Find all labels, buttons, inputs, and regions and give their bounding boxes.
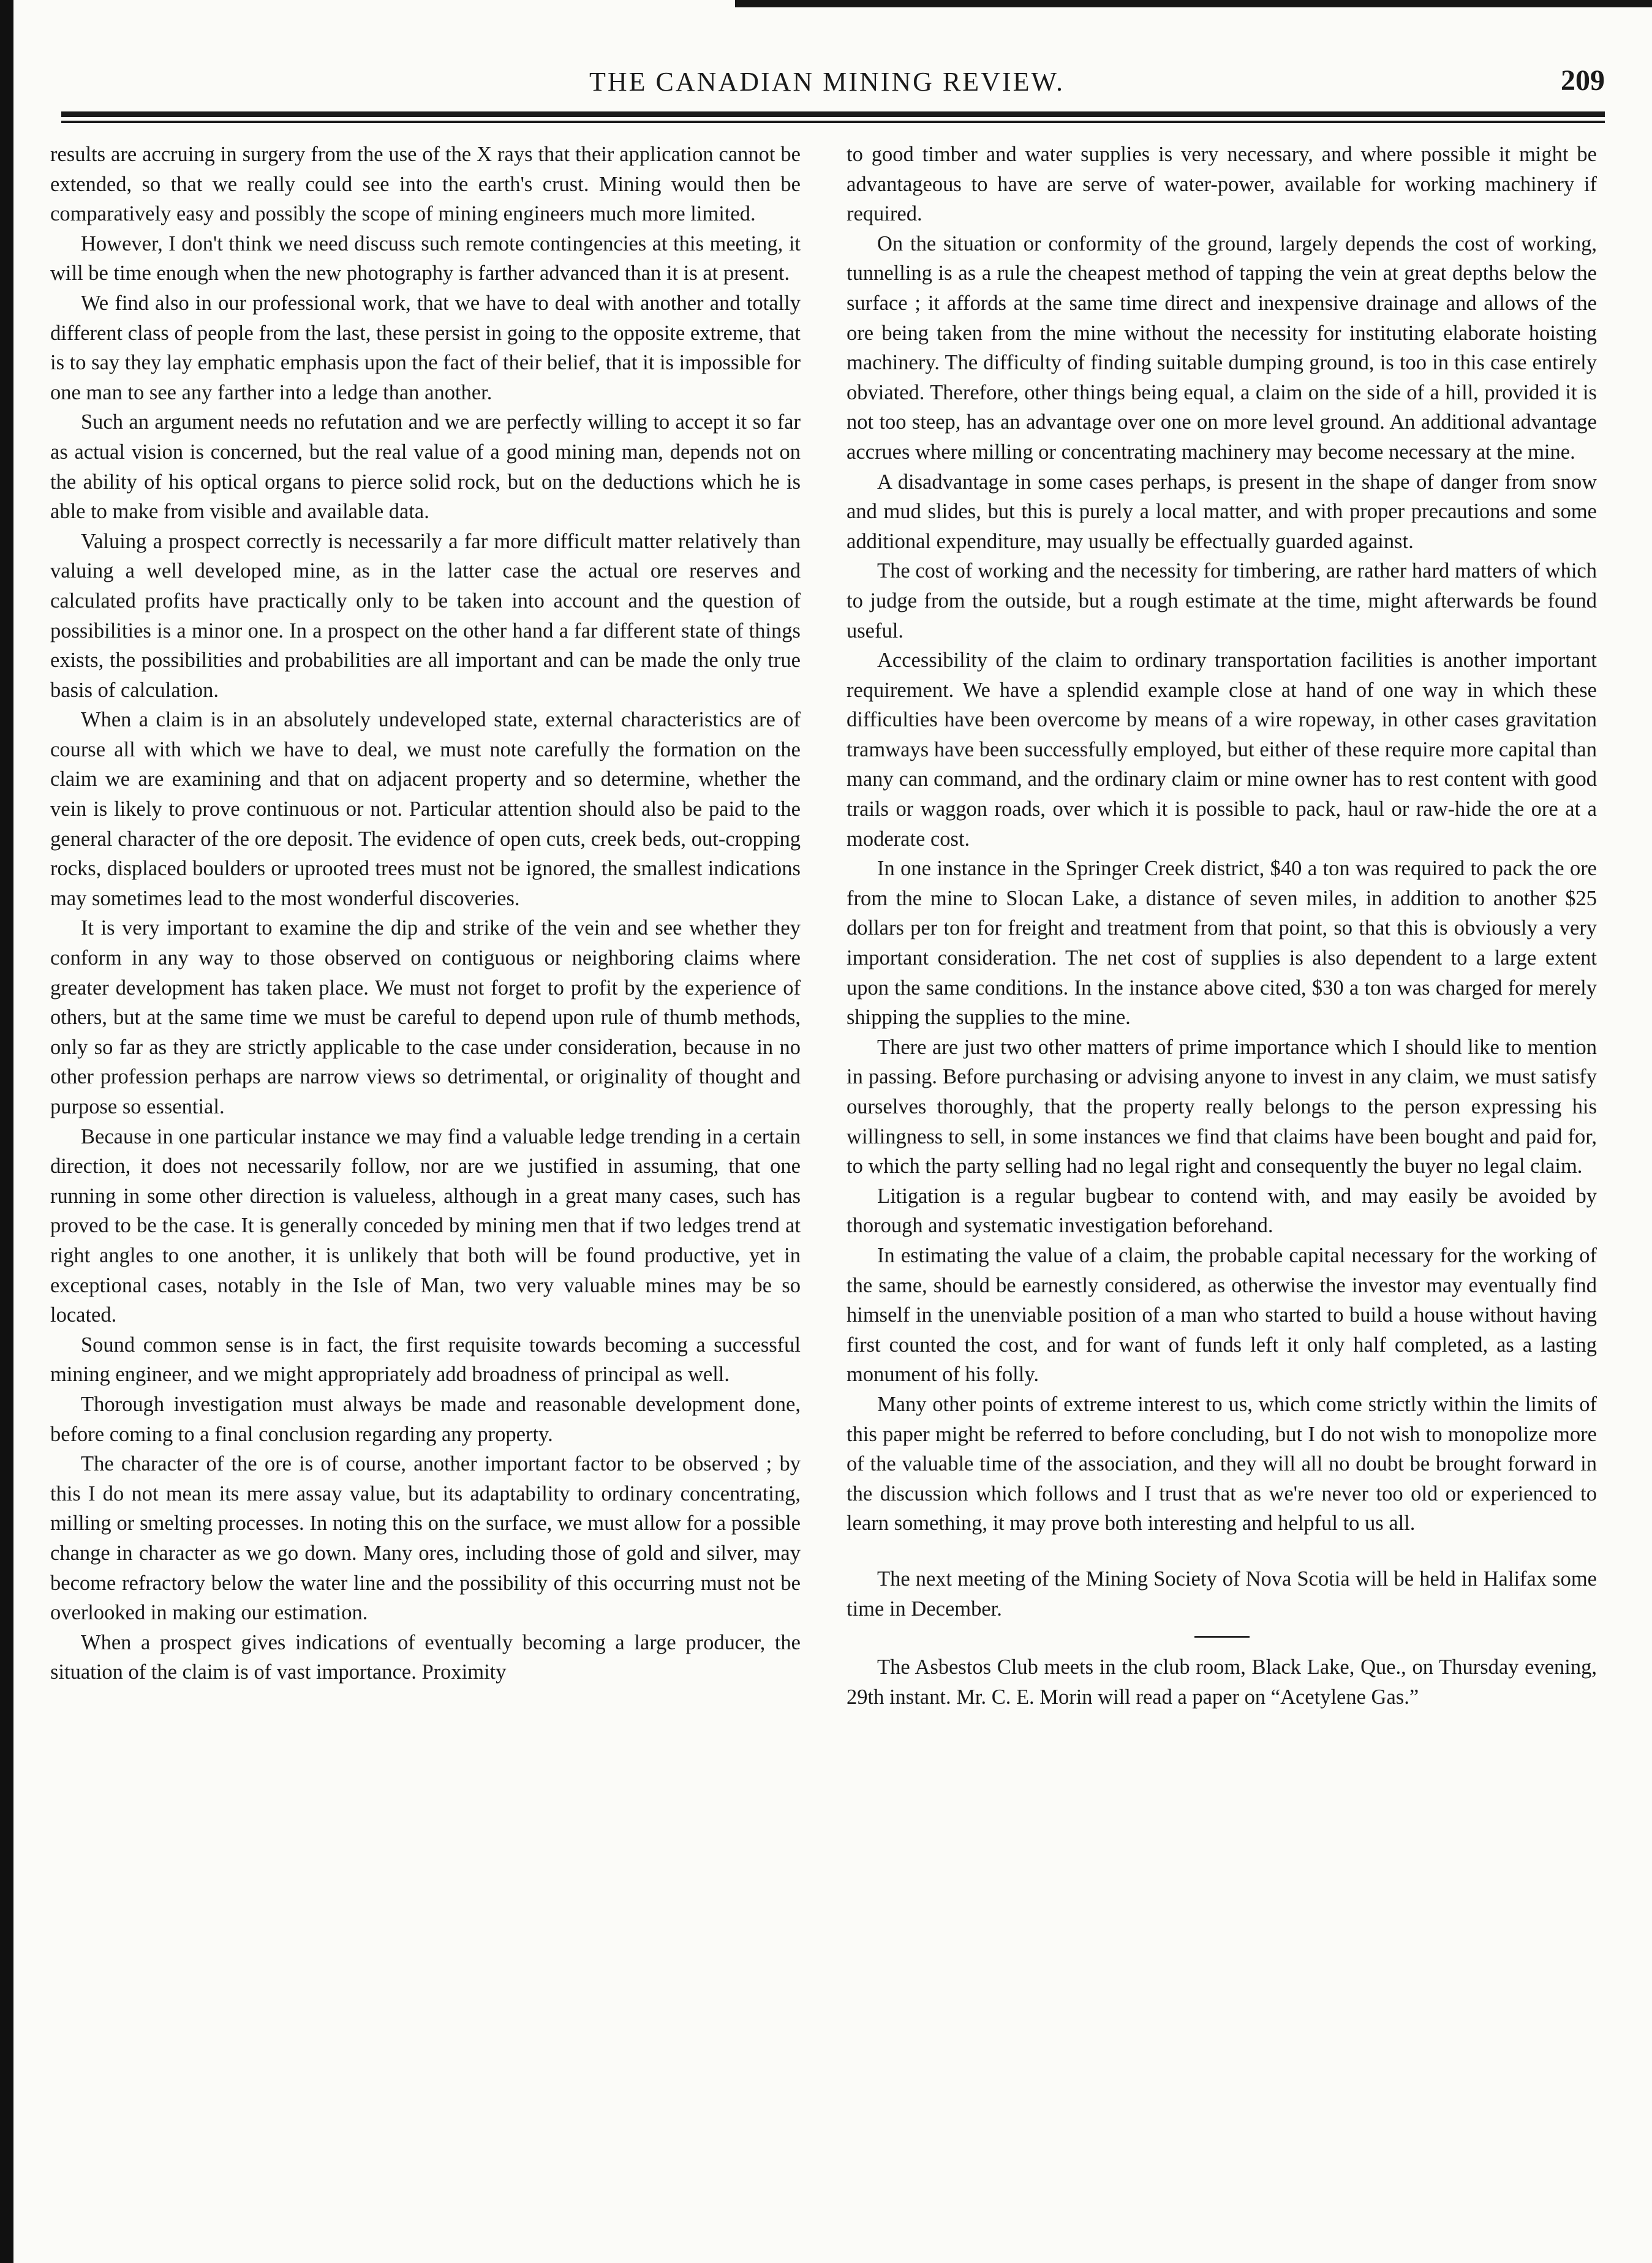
left-column: [50, 140, 801, 1687]
page-number: 209: [1561, 64, 1605, 97]
paragraph: When a prospect gives indications of eventually becoming a large producer, the situation of the claim is of vast importance. Proximity: [50, 1630, 801, 1684]
paragraph: Litigation is a regular bugbear to contend with, and may easily be avoided by thorough and systematic investigation beforehand.: [847, 1184, 1597, 1238]
paragraph: It is very important to examine the dip and strike of the vein and see whether they conform in any way to those observed on contiguous or neighboring claims where greater development has taken place. We must not forget to profit by the experience of others, but at the same time we must be careful to depend upon rule of thumb methods, only so far as they are strictly applicable to the case under consideration, because in no other profession perhaps are narrow views so detrimental, or originality of thought and purpose so essential.: [50, 916, 801, 1118]
notice-divider: [1194, 1636, 1250, 1638]
paragraph: Such an argument needs no refutation and we are perfectly willing to accept it so far as actual vision is concerned, but the real value of a good mining man, depends not on the ability of his optical organs to pierce solid rock, but on the deductions which he is able to make from visible and available data.: [50, 410, 801, 524]
notice-mining-society: The next meeting of the Mining Society of Nova Scotia will be held in Halifax some time in December.: [847, 1567, 1597, 1621]
paragraph: Accessibility of the claim to ordinary transportation facilities is another important requirement. We have a splendid example close at hand of one way in which these difficulties have been overcome by means of a wire ropeway, in other cases gravitation tramways have been successfully employed, but either of these require more capital than many can command, and the ordinary claim or mine owner has to rest content with good trails or waggon roads, over which it is possible to pack, haul or raw-hide the ore at a moderate cost.: [847, 649, 1597, 851]
paragraph: However, I don't think we need discuss such remote contingencies at this meeting, it will be time enough when the new photography is farther advanced than it is at present.: [50, 232, 801, 285]
paragraph: On the situation or conformity of the ground, largely depends the cost of working, tunnelling is as a rule the cheapest method of tapping the vein at great depths below the surface ; it affords at the same time direct and inexpensive drainage and allows of the ore being taken from the mine without the necessity for instituting elaborate hoisting machinery. The difficulty of finding suitable dumping ground, is too in this case entirely obviated. Therefore, other things being equal, a claim on the side of a hill, provided it is not too steep, has an advantage over one on more level ground. An additional advantage accrues where milling or concentrating machinery may become necessary at the mine.: [847, 232, 1597, 464]
journal-title: THE CANADIAN MINING REVIEW.: [589, 67, 1065, 97]
paragraph: A disadvantage in some cases perhaps, is present in the shape of danger from snow and mud slides, but this is purely a local matter, and with proper precautions and some additional expenditure, may usually be effectually guarded against.: [847, 470, 1597, 553]
scan-edge: [0, 0, 13, 2263]
paragraph: Valuing a prospect correctly is necessarily a far more difficult matter relatively than valuing a well developed mine, as in the latter case the actual ore reserves and calculated profits have practically only to be taken into account and the question of possibilities is a minor one. In a prospect on the other hand a far different state of things exists, the possibilities and probabilities are all important and can be made the only true basis of calculation.: [50, 529, 801, 702]
paragraph: In one instance in the Springer Creek district, $40 a ton was required to pack the ore from the mine to Slocan Lake, a distance of seven miles, in addition to another $25 dollars per ton for freight and treatment from that point, so that this is obviously a very important consideration. The net cost of supplies is also dependent to a large extent upon the same conditions. In the instance above cited, $30 a ton was charged for merely shipping the supplies to the mine.: [847, 857, 1597, 1030]
right-column: [847, 140, 1597, 1712]
scan-top-band: [735, 0, 1652, 7]
paragraph: Many other points of extreme interest to us, which come strictly within the limits of this paper might be referred to before concluding, but I do not wish to monopolize more of the valuable time of the association, and they will all no doubt be brought forward in the discussion which follows and I trust that as we're never too old or experienced to learn something, it may prove both interesting and helpful to us all.: [847, 1392, 1597, 1535]
paragraph: to good timber and water supplies is very necessary, and where possible it might be advantageous to have are serve of water-power, available for working machinery if required.: [847, 143, 1597, 226]
paragraph: Thorough investigation must always be made and reasonable development done, before coming to a final conclusion regarding any property.: [50, 1392, 801, 1446]
paragraph: results are accruing in surgery from the use of the X rays that their application cannot be extended, so that we really could see into the earth's crust. Mining would then be comparatively easy and possibly the scope of mining engineers much more limited.: [50, 143, 801, 226]
header-rule-thin: [61, 121, 1605, 123]
paragraph: In estimating the value of a claim, the probable capital necessary for the working of the same, should be earnestly considered, as otherwise the investor may eventually find himself in the unenviable position of a man who started to build a house without having first counted the cost, and for want of funds left it only half completed, as a lasting monument of his folly.: [847, 1243, 1597, 1387]
page-header: [49, 61, 1605, 110]
paragraph: Because in one particular instance we may find a valuable ledge trending in a certain direction, it does not necessarily follow, nor are we justified in assuming, that one running in some other direction is valueless, although in a great many cases, such has proved to be the case. It is generally conceded by mining men that if two ledges trend at right angles to one another, it is unlikely that both will be found productive, yet in exceptional cases, notably in the Isle of Man, two very valuable mines may be so located.: [50, 1124, 801, 1327]
paragraph: Sound common sense is in fact, the first requisite towards becoming a successful mining engineer, and we might appropriately add broadness of principal as well.: [50, 1333, 801, 1387]
paragraph: We find also in our professional work, that we have to deal with another and totally different class of people from the last, these persist in going to the opposite extreme, that is to say they lay emphatic emphasis upon the fact of their belief, that it is impossible for one man to see any farther into a ledge than another.: [50, 291, 801, 404]
paragraph: When a claim is in an absolutely undeveloped state, external characteristics are of course all with which we have to deal, we must note carefully the formation on the claim we are examining and that on adjacent property and so determine, whether the vein is likely to prove continuous or not. Particular attention should also be paid to the general character of the ore deposit. The evidence of open cuts, creek beds, out-cropping rocks, displaced boulders or uprooted trees must not be ignored, the smallest indications may sometimes lead to the most wonderful discoveries.: [50, 708, 801, 910]
notice-asbestos-club: The Asbestos Club meets in the club room, Black Lake, Que., on Thursday evening, 29th instant. Mr. C. E. Morin will read a paper on “Acetylene Gas.”: [847, 1655, 1597, 1709]
paragraph: The cost of working and the necessity for timbering, are rather hard matters of which to judge from the outside, but a rough estimate at the time, might afterwards be found useful.: [847, 559, 1597, 642]
paragraph: The character of the ore is of course, another important factor to be observed ; by this I do not mean its mere assay value, but its adaptability to ordinary concentrating, milling or smelting processes. In noting this on the surface, we must allow for a possible change in character as we go down. Many ores, including those of gold and silver, may become refractory below the water line and the possibility of this occurring must not be overlooked in making our estimation.: [50, 1452, 801, 1625]
header-rule-thick: [61, 111, 1605, 117]
paragraph: There are just two other matters of prime importance which I should like to mention in passing. Before purchasing or advising anyone to invest in any claim, we must satisfy ourselves thoroughly, that the property really belongs to the person expressing his willingness to sell, in some instances we find that claims have been bought and paid for, to which the party selling had no legal right and consequently the buyer no legal claim.: [847, 1035, 1597, 1178]
